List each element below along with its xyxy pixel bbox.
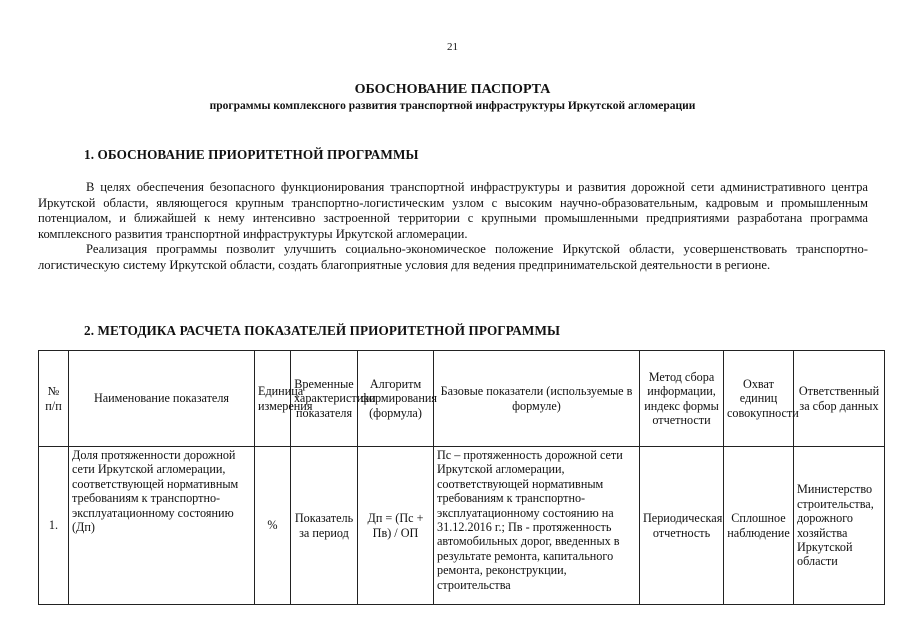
header-unit: Единица измерения (255, 351, 291, 447)
section-1-heading: 1. ОБОСНОВАНИЕ ПРИОРИТЕТНОЙ ПРОГРАММЫ (84, 147, 419, 162)
table-header-row (39, 351, 885, 447)
cell-unit: % (255, 447, 291, 605)
indicators-table (38, 350, 885, 605)
header-name: Наименование показателя (69, 351, 255, 447)
document-title: ОБОСНОВАНИЕ ПАСПОРТА (354, 82, 551, 97)
header-method: Метод сбора информации, индекс формы отчетности (640, 351, 724, 447)
paragraph-1: В целях обеспечения безопасного функционирования транспортной инфраструктуры и развития дорожной сети административного центра Иркутской области, являющегося крупным транспортно-логистическим узлом с высоким научно-образовательным, кадровым и промышленным потенциалом, и ближайшей к нему интенсивно застроенной территории с крупными промышленными предприятиями разработана программа комплексного развития транспортной инфраструктуры Иркутской агломерации. (38, 180, 868, 241)
paragraph-2: Реализация программы позволит улучшить социально-экономическое положение Иркутской области, усовершенствовать транспортно-логистическую систему Иркутской области, создать благоприятные условия для ведения предпринимательской деятельности в регионе. (38, 242, 868, 272)
section-1-body (38, 180, 868, 274)
header-coverage: Охват единиц совокупности (724, 351, 794, 447)
page-number: 21 (447, 41, 458, 53)
cell-method: Периодическая отчетность (640, 447, 724, 605)
header-algorithm: Алгоритм формирования (формула) (358, 351, 434, 447)
header-num: № п/п (39, 351, 69, 447)
document-subtitle: программы комплексного развития транспортной инфраструктуры Иркутской агломерации (209, 100, 696, 112)
header-responsible: Ответственный за сбор данных (794, 351, 885, 447)
table-row (39, 447, 885, 605)
cell-time: Показатель за период (291, 447, 358, 605)
cell-name: Доля протяженности дорожной сети Иркутской агломерации, соответствующей нормативным требованиям к транспортно-эксплуатационному состоянию (Дп) (69, 447, 255, 605)
cell-responsible: Министерство строительства, дорожного хозяйства Иркутской области (794, 447, 885, 605)
section-2-heading: 2. МЕТОДИКА РАСЧЕТА ПОКАЗАТЕЛЕЙ ПРИОРИТЕТНОЙ ПРОГРАММЫ (84, 323, 561, 338)
cell-num: 1. (39, 447, 69, 605)
header-time: Временные характеристики показателя (291, 351, 358, 447)
header-base: Базовые показатели (используемые в формуле) (434, 351, 640, 447)
cell-coverage: Сплошное наблюдение (724, 447, 794, 605)
cell-algorithm: Дп = (Пс + Пв) / ОП (358, 447, 434, 605)
cell-base: Пс – протяженность дорожной сети Иркутской агломерации, соответствующей нормативным требованиям к транспортно-эксплуатационному состоянию на 31.12.2016 г.; Пв - протяженность автомобильных дорог, введенных в результате ремонта, капитального ремонта, реконструкции, строительства (434, 447, 640, 605)
